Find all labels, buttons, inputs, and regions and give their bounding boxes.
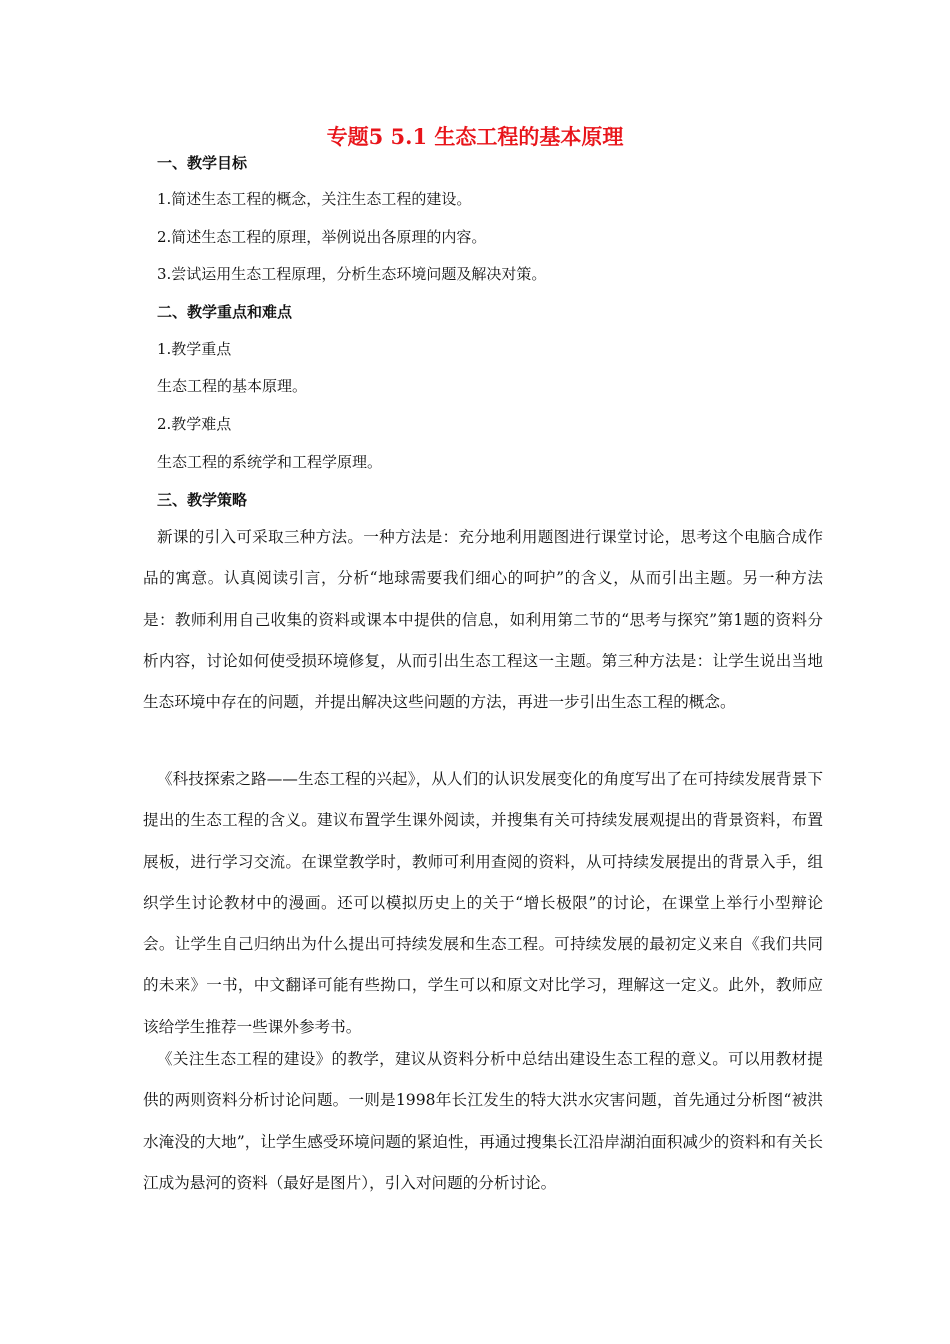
section-heading-objectives: 一、教学目标 xyxy=(157,154,248,172)
key-point-text: 生态工程的基本原理。 xyxy=(157,377,308,395)
difficulty-label: 2.教学难点 xyxy=(157,415,232,433)
strategy-paragraph: 《科技探索之路——生态工程的兴起》，从人们的认识发展变化的角度写出了在可持续发展背景下提出的生态工程的含义。建议布置学生课外阅读，并搜集有关可持续发展观提出的背景资料，布置展板，进行学习交流。在课堂教学时，教师可利用查阅的资料，从可持续发展提出的背景入手，组织学生讨论教材中的漫画。还可以模拟历史上的关于“增长极限”的讨论，在课堂上举行小型辩论会。让学生自己归纳出为什么提出可持续发展和生态工程。可持续发展的最初定义来自《我们共同的未来》一书，中文翻译可能有些拗口，学生可以和原文对比学习，理解这一定义。此外，教师应该给学生推荐一些课外参考书。 xyxy=(143,770,823,1036)
section-heading-key-points: 二、教学重点和难点 xyxy=(157,303,293,321)
section-heading-strategy: 三、教学策略 xyxy=(157,491,248,509)
strategy-paragraph: 新课的引入可采取三种方法。一种方法是：充分地利用题图进行课堂讨论，思考这个电脑合成作品的寓意。认真阅读引言，分析“地球需要我们细心的呵护”的含义，从而引出主题。另一种方法是：教师利用自己收集的资料或课本中提供的信息，如利用第二节的“思考与探究”第1题的资料分析内容，讨论如何使受损环境修复，从而引出生态工程这一主题。第三种方法是：让学生说出当地生态环境中存在的问题，并提出解决这些问题的方法，再进一步引出生态工程的概念。 xyxy=(143,528,823,712)
objective-item: 2.简述生态工程的原理，举例说出各原理的内容。 xyxy=(157,228,487,246)
strategy-paragraph: 《关注生态工程的建设》的教学，建议从资料分析中总结出建设生态工程的意义。可以用教材提供的两则资料分析讨论问题。一则是1998年长江发生的特大洪水灾害问题，首先通过分析图“被洪水淹没的大地”，让学生感受环境问题的紧迫性，再通过搜集长江沿岸湖泊面积减少的资料和有关长江成为悬河的资料（最好是图片），引入对问题的分析讨论。 xyxy=(143,1050,823,1192)
document-title: 专题5 5.1 生态工程的基本原理 xyxy=(326,124,624,149)
difficulty-text: 生态工程的系统学和工程学原理。 xyxy=(157,453,383,471)
objective-item: 1.简述生态工程的概念，关注生态工程的建设。 xyxy=(157,190,472,208)
objective-item: 3.尝试运用生态工程原理，分析生态环境问题及解决对策。 xyxy=(157,265,547,283)
key-point-label: 1.教学重点 xyxy=(157,340,232,358)
